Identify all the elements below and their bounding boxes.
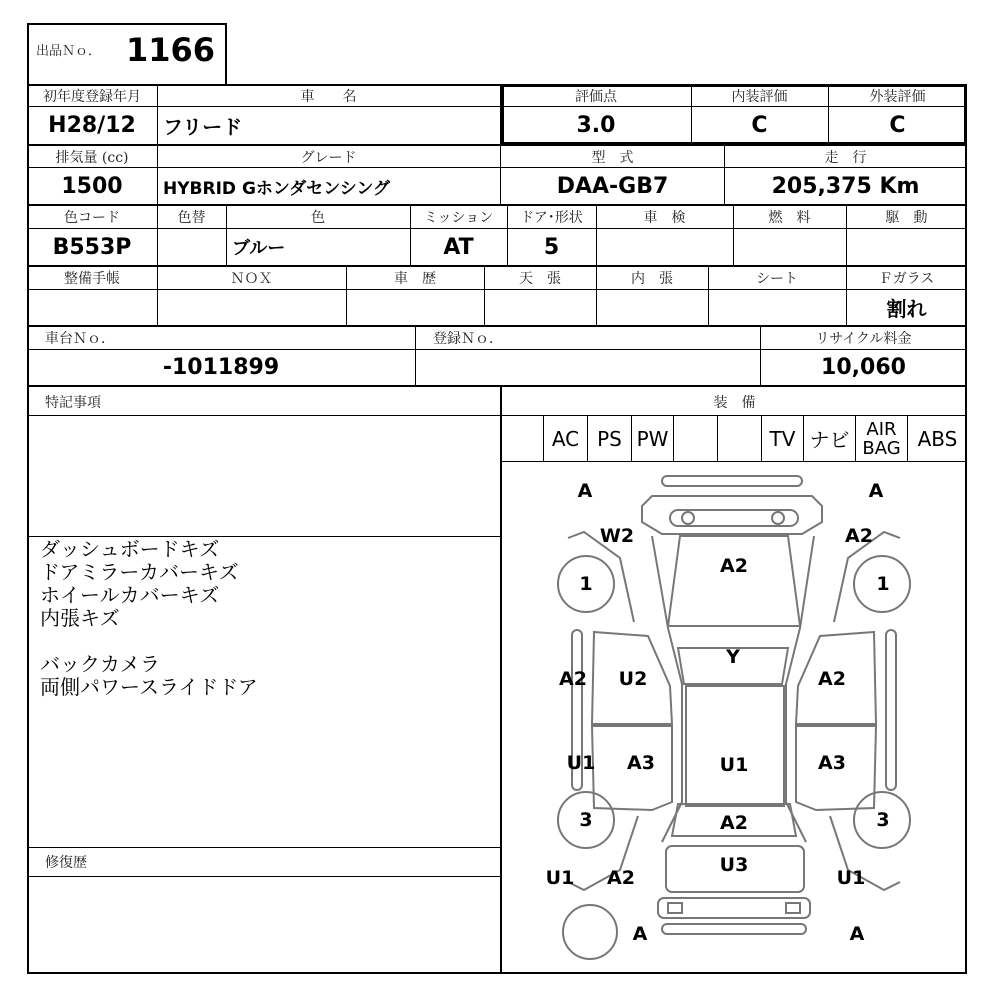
cc-value: 1500: [61, 173, 123, 199]
manual-label: 整備手帳: [64, 271, 120, 287]
equip-item-airbag: AIR BAG: [856, 416, 908, 461]
mark-left-rear-door: A3: [627, 752, 655, 774]
fglass-label: Ｆガラス: [878, 271, 935, 287]
mileage-value: 205,375 Km: [771, 173, 920, 199]
repaint-label: 色替: [177, 210, 206, 226]
equip-item: [674, 416, 718, 461]
mark-left-rocker: U1: [566, 752, 596, 774]
drive-label: 駆 動: [885, 210, 928, 226]
mark-rear-right-wheel: 3: [876, 809, 890, 831]
chassis-value: -1011899: [162, 355, 280, 380]
car-name-label: 車 名: [300, 88, 357, 105]
door-label: ドア･形状: [520, 210, 583, 226]
fuel-value: [733, 229, 846, 265]
mark-rear-glass: A2: [720, 812, 748, 834]
seat-label: シート: [756, 271, 798, 287]
mark-left-front-door: A2: [559, 668, 587, 690]
mark-windshield: Y: [726, 646, 740, 668]
exterior-value: C: [889, 113, 906, 138]
first-reg-label: 初年度登録年月: [43, 88, 141, 105]
model-value: DAA-GB7: [556, 173, 669, 199]
color-label: 色: [311, 210, 325, 226]
regno-value: [415, 350, 760, 385]
mark-tailgate: U3: [719, 854, 749, 876]
car-diagram: [502, 462, 966, 973]
mark-rear-right-quarter: U1: [836, 867, 866, 889]
mark-front-left-corner: A: [577, 480, 593, 502]
grade-label: グレード: [300, 149, 357, 166]
chassis-label: 車台Ｎｏ．: [45, 331, 115, 347]
fuel-label: 燃 料: [768, 210, 811, 226]
equip-item-pw: PW: [632, 416, 674, 461]
equip-item-tv: TV: [762, 416, 804, 461]
mark-right-rear-door: A3: [818, 752, 846, 774]
mark-rear-left-quarter: U1: [545, 867, 575, 889]
note-line: ダッシュボードキズ: [40, 537, 220, 561]
mark-hood: A2: [720, 555, 748, 577]
drive-value: [846, 229, 967, 265]
mark-front-left-wheel: 1: [579, 573, 593, 595]
mark-front-right-fender: A2: [845, 525, 873, 547]
equipment-label: 装 備: [713, 394, 756, 411]
fglass-value: 割れ: [886, 297, 927, 321]
mark-rear-right-corner: A: [849, 923, 865, 945]
equipment-row: [502, 416, 967, 461]
mark-front-right-wheel: 1: [876, 573, 890, 595]
lot-number: 1166: [126, 31, 216, 69]
note-line: 内張キズ: [40, 606, 120, 630]
score-value: 3.0: [576, 113, 616, 138]
inspection-label: 車 検: [643, 210, 686, 226]
color-code-label: 色コード: [64, 210, 120, 226]
mark-rear-left-wheel: 3: [579, 809, 593, 831]
car-name-value: フリード: [163, 115, 243, 139]
lot-label: 出品Ｎｏ．: [36, 44, 102, 59]
nox-label: ＮＯＸ: [230, 271, 273, 287]
note-line: バックカメラ: [40, 652, 160, 676]
equip-item: [502, 416, 544, 461]
recycle-label: リサイクル料金: [815, 331, 912, 347]
equip-item-navi: ナビ: [804, 416, 856, 461]
score-label: 評価点: [575, 88, 617, 105]
mission-label: ミッション: [423, 210, 494, 226]
regno-label: 登録Ｎｏ．: [433, 331, 503, 347]
equip-item-abs: ABS: [917, 426, 958, 451]
mark-right-front-door: A2: [818, 668, 846, 690]
grade-value: HYBRID Gホンダセンシング: [163, 178, 391, 199]
mark-rear-left-corner: A: [632, 923, 648, 945]
color-code-value: B553P: [52, 234, 132, 260]
note-line: ドアミラーカバーキズ: [40, 560, 239, 584]
door-value: 5: [543, 234, 560, 260]
model-label: 型 式: [591, 149, 634, 166]
note-line: ホイールカバーキズ: [40, 583, 220, 607]
repaint-value: [157, 229, 226, 265]
cc-label: 排気量 (cc): [55, 149, 129, 166]
note-line: [40, 630, 490, 653]
interior-value: C: [751, 113, 768, 138]
mark-roof: U1: [719, 754, 749, 776]
mark-front-right-corner: A: [868, 480, 884, 502]
recycle-value: 10,060: [821, 355, 906, 380]
notes-label: 特記事項: [45, 394, 101, 411]
equip-item-ac: AC: [544, 416, 588, 461]
roof-label: 天 張: [519, 271, 561, 287]
exterior-label: 外装評価: [869, 88, 926, 105]
mark-left-front-door-inner: U2: [618, 668, 648, 690]
inner-label: 内 張: [631, 271, 673, 287]
mileage-label: 走 行: [824, 149, 867, 166]
repair-label: 修復歴: [45, 855, 87, 871]
mark-rear-left-bumper-side: A2: [607, 867, 635, 889]
equip-item-ps: PS: [588, 416, 632, 461]
interior-label: 内装評価: [731, 88, 788, 105]
notes-list: [40, 538, 490, 699]
color-value: ブルー: [232, 238, 286, 259]
equip-item: [718, 416, 762, 461]
inspection-value: [596, 229, 733, 265]
note-line: 両側パワースライドドア: [40, 675, 258, 699]
mission-value: AT: [443, 234, 474, 260]
first-reg-value: H28/12: [48, 113, 136, 138]
mark-windshield-left: W2: [599, 525, 635, 547]
history-label: 車 歴: [394, 271, 436, 287]
